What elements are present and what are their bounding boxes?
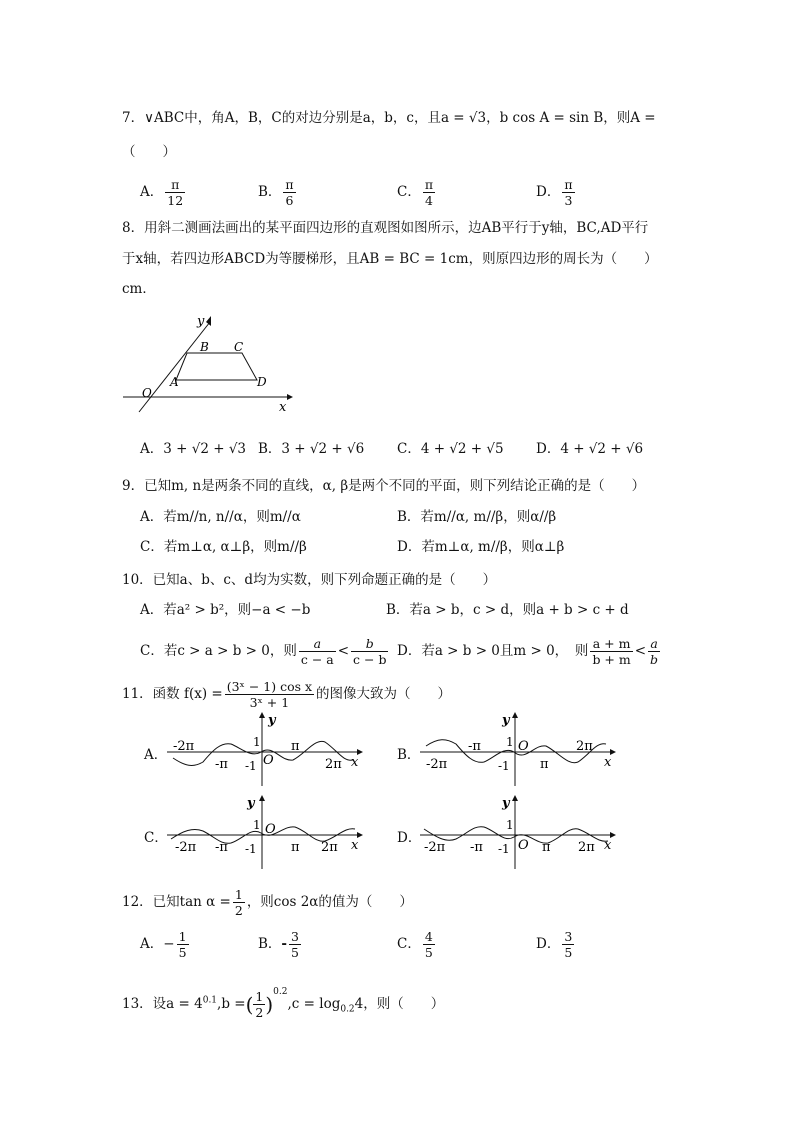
graph-b-tick-pi: π bbox=[540, 757, 549, 772]
trapezoid-abcd bbox=[176, 353, 257, 380]
q9-stem: 9．已知m, n是两条不同的直线，α, β是两个不同的平面，则下列结论正确的是（ ） bbox=[122, 478, 646, 494]
q8-option-b[interactable]: B．3 + √2 + √6 bbox=[258, 441, 365, 457]
graph-d-origin: O bbox=[518, 838, 529, 853]
fig-label-c: C bbox=[234, 340, 244, 354]
q12-option-d[interactable]: D． $\frac{3}{5}$ bbox=[536, 929, 573, 960]
q11-stem: 11．函数 f(x) = $\frac{\text{(3ˣ − 1) cos x}}{\text{3ˣ + 1}}$ 的图像大致为（ ） bbox=[122, 679, 452, 710]
graph-c-neg-one: -1 bbox=[245, 842, 257, 856]
graph-c-tick-pi: π bbox=[291, 840, 300, 855]
q11-option-a-label[interactable]: A． bbox=[144, 747, 168, 763]
graph-c-tick-2pi: 2π bbox=[321, 840, 338, 855]
fig-label-o: O bbox=[142, 386, 152, 400]
graph-b-y-arrow bbox=[512, 712, 518, 718]
q10-option-d[interactable]: D．若a > b > 0且m > 0， 则 $\frac{a + m}{b + m}$ < $\frac{a}{b}$ bbox=[397, 636, 659, 667]
q9-option-b[interactable]: B．若m//α, m//β，则α//β bbox=[397, 509, 557, 525]
graph-c-tick-negpi: -π bbox=[215, 840, 228, 855]
q8-option-d[interactable]: D．4 + √2 + √6 bbox=[536, 441, 644, 457]
q12-option-b[interactable]: B．- $\frac{3}{5}$ bbox=[258, 929, 299, 960]
graph-d-tick-neg2pi: -2π bbox=[424, 840, 446, 855]
x-axis-arrow bbox=[287, 394, 293, 400]
graph-c-origin: O bbox=[265, 822, 276, 837]
graph-b-origin: O bbox=[518, 739, 529, 754]
graph-b-tick-2pi: 2π bbox=[576, 739, 593, 754]
graph-d-tick-negpi: -π bbox=[470, 840, 483, 855]
q8-stem-line3: cm． bbox=[122, 281, 156, 297]
q13-stem: 13．设$a = 4^{0.1},b$ =( $\frac{1}{2}$ )$^{0.2},c = \log_{0.2}4$，则（ ） bbox=[122, 987, 445, 1020]
q8-stem-line2: 于x轴，若四边形ABCD为等腰梯形，且AB = BC = 1cm，则原四边形的周长为（ ） bbox=[122, 251, 658, 267]
q10-stem: 10．已知a、b、c、d均为实数，则下列命题正确的是（ ） bbox=[122, 572, 497, 588]
graph-a-one: 1 bbox=[253, 735, 261, 749]
graph-a-tick-pi: π bbox=[291, 739, 300, 754]
q9-option-c[interactable]: C．若m⊥α, α⊥β，则m//β bbox=[140, 539, 307, 555]
fig-label-x: x bbox=[279, 400, 287, 415]
q9-option-a[interactable]: A．若m//n, n//α，则m//α bbox=[140, 509, 301, 525]
q12-stem: 12．已知tan α = $\frac{1}{2}$ ，则cos 2α的值为（ ） bbox=[122, 887, 413, 918]
q7-stem: 7．∨ABC中，角A，B，C的对边分别是a，b，c，且a = √3，b cos A = sin B，则A = bbox=[122, 110, 656, 126]
q7-option-b[interactable]: B． $\frac{\pi}{6}$ bbox=[258, 177, 294, 208]
graph-a-tick-2pi: 2π bbox=[325, 757, 342, 772]
q12-option-a[interactable]: A．− $\frac{1}{5}$ bbox=[140, 929, 187, 960]
q7-option-a[interactable]: A． $\frac{\pi}{12}$ bbox=[140, 177, 184, 208]
fig-label-b: B bbox=[200, 340, 209, 354]
fig-label-y: y bbox=[197, 314, 205, 329]
q11-option-d-label[interactable]: D． bbox=[397, 830, 422, 846]
q11-option-b-label[interactable]: B． bbox=[397, 747, 421, 763]
graph-a-x-label: x bbox=[351, 755, 359, 770]
q11-graph-c[interactable] bbox=[165, 793, 365, 873]
q11-option-c-label[interactable]: C． bbox=[144, 830, 168, 846]
graph-a-y-label: y bbox=[268, 713, 276, 728]
graph-b-x-label: x bbox=[604, 755, 612, 770]
graph-c-y-label: y bbox=[247, 796, 255, 811]
graph-a-origin: O bbox=[263, 753, 274, 768]
graph-d-tick-2pi: 2π bbox=[578, 840, 595, 855]
fig-label-d: D bbox=[257, 375, 267, 389]
q10-option-c[interactable]: C．若c > a > b > 0，则 $\frac{a}{c - a}$ < $\frac{b}{c - b}$ bbox=[140, 636, 387, 667]
graph-d-x-label: x bbox=[604, 838, 612, 853]
graph-d-y-arrow bbox=[512, 795, 518, 801]
graph-d-one: 1 bbox=[506, 818, 514, 832]
q10-option-a[interactable]: A．若a² > b²，则−a < −b bbox=[140, 602, 311, 618]
graph-b-neg-one: -1 bbox=[498, 759, 510, 773]
q8-figure bbox=[115, 310, 305, 415]
graph-c-one: 1 bbox=[253, 818, 261, 832]
graph-a-tick-negpi: -π bbox=[215, 757, 228, 772]
fig-label-a: A bbox=[170, 375, 179, 389]
q7-paren: （ ） bbox=[122, 144, 176, 160]
graph-d-neg-one: -1 bbox=[498, 842, 510, 856]
q11-graph-b[interactable] bbox=[418, 710, 618, 790]
q7-option-c[interactable]: C． $\frac{\pi}{4}$ bbox=[397, 177, 434, 208]
q11-graph-d[interactable] bbox=[418, 793, 618, 873]
q8-option-c[interactable]: C．4 + √2 + √5 bbox=[397, 441, 504, 457]
graph-b-tick-neg2pi: -2π bbox=[426, 757, 448, 772]
q12-option-c[interactable]: C． $\frac{4}{5}$ bbox=[397, 929, 433, 960]
graph-b-one: 1 bbox=[506, 735, 514, 749]
q9-option-d[interactable]: D．若m⊥α, m//β，则α⊥β bbox=[397, 539, 565, 555]
graph-a-tick-neg2pi: -2π bbox=[173, 739, 195, 754]
graph-c-x-label: x bbox=[351, 838, 359, 853]
graph-d-tick-pi: π bbox=[542, 840, 551, 855]
graph-c-y-arrow bbox=[259, 795, 265, 801]
q7-option-d[interactable]: D． $\frac{\pi}{3}$ bbox=[536, 177, 573, 208]
graph-c-tick-neg2pi: -2π bbox=[175, 840, 197, 855]
q11-graph-a[interactable] bbox=[165, 710, 365, 790]
q8-stem-line1: 8．用斜二测画法画出的某平面四边形的直观图如图所示，边AB平行于y轴，BC,AD平行 bbox=[122, 220, 649, 236]
q10-option-b[interactable]: B．若a > b，c > d，则a + b > c + d bbox=[386, 602, 629, 618]
graph-b-y-label: y bbox=[502, 713, 510, 728]
graph-d-y-label: y bbox=[502, 796, 510, 811]
graph-a-neg-one: -1 bbox=[245, 759, 257, 773]
q8-option-a[interactable]: A．3 + √2 + √3 bbox=[140, 441, 247, 457]
graph-a-y-arrow bbox=[259, 712, 265, 718]
graph-b-tick-negpi: -π bbox=[468, 739, 481, 754]
